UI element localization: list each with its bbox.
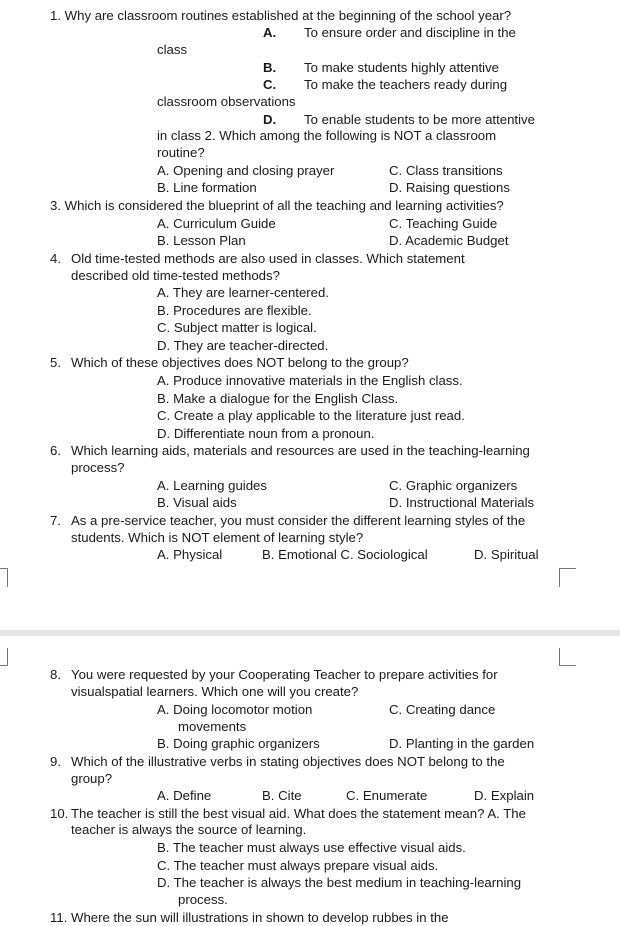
q4-option-c: C. Subject matter is logical. — [157, 320, 317, 335]
q2-stem-end: routine? — [157, 145, 205, 160]
q9-option-a: A. Define — [157, 788, 212, 803]
q8-option-a: A. Doing locomotor motion — [157, 702, 313, 717]
q7-option-a: A. Physical — [157, 547, 223, 562]
q1-option-d-text: To enable students to be more attentive — [304, 112, 535, 127]
q7-option-b-c: B. Emotional C. Sociological — [262, 547, 428, 562]
q1-stem: 1. Why are classroom routines established at the beginning of the school year? — [50, 8, 512, 23]
q4-option-a: A. They are learner-centered. — [157, 285, 330, 300]
q9-option-b: B. Cite — [262, 788, 302, 803]
q10-option-d: D. The teacher is always the best medium in teaching-learning — [157, 875, 522, 890]
q10-option-c: C. The teacher must always prepare visual aids. — [157, 858, 439, 873]
q5-option-b: B. Make a dialogue for the English Class. — [157, 391, 399, 406]
q10-stem-line2: teacher is always the source of learning. — [71, 822, 307, 837]
q1-option-c-letter: C. — [263, 77, 277, 92]
q8-option-c: C. Creating dance — [389, 702, 496, 717]
q7-stem-line1: As a pre-service teacher, you must consider the different learning styles of the — [71, 513, 526, 528]
q8-stem-line2: visualspatial learners. Which one will you create? — [71, 684, 359, 699]
q1-option-a-continuation: class — [157, 42, 188, 57]
q8-option-b: B. Doing graphic organizers — [157, 736, 320, 751]
q1-option-b-text: To make students highly attentive — [304, 60, 499, 75]
q7-stem-line2: students. Which is NOT element of learning style? — [71, 530, 364, 545]
q5-stem: Which of these objectives does NOT belong to the group? — [71, 355, 409, 370]
q9-stem-line2: group? — [71, 771, 113, 786]
q8-stem-line1: You were requested by your Cooperating Teacher to prepare activities for — [71, 667, 498, 682]
q1-option-d-continuation: in class 2. Which among the following is NOT a classroom — [157, 128, 497, 143]
crop-mark-top-right — [559, 648, 576, 666]
q1-option-c-text: To make the teachers ready during — [304, 77, 508, 92]
crop-mark-top-left — [0, 648, 8, 666]
q3-option-d: D. Academic Budget — [389, 233, 509, 248]
q2-option-d: D. Raising questions — [389, 180, 510, 195]
next-question-partial: 11. Where the sun will illustrations in shown to develop rubbes in the — [50, 910, 449, 925]
crop-mark-bottom-right — [559, 568, 576, 587]
q9-number: 9. — [50, 754, 61, 769]
q6-number: 6. — [50, 443, 61, 458]
q1-option-c-continuation: classroom observations — [157, 94, 296, 109]
q7-number: 7. — [50, 513, 61, 528]
q9-option-c: C. Enumerate — [346, 788, 428, 803]
q6-stem-line1: Which learning aids, materials and resources are used in the teaching-learning — [71, 443, 530, 458]
q6-stem-line2: process? — [71, 460, 125, 475]
q2-option-a: A. Opening and closing prayer — [157, 163, 335, 178]
page-separator — [0, 630, 620, 636]
q1-option-a-letter: A. — [263, 25, 277, 40]
q4-number: 4. — [50, 251, 61, 266]
q3-option-a: A. Curriculum Guide — [157, 216, 276, 231]
q8-option-a-continuation: movements — [178, 719, 247, 734]
q2-option-c: C. Class transitions — [389, 163, 503, 178]
q8-number: 8. — [50, 667, 61, 682]
q5-option-d: D. Differentiate noun from a pronoun. — [157, 426, 375, 441]
q10-option-b: B. The teacher must always use effective visual aids. — [157, 840, 466, 855]
q10-stem-line1: The teacher is still the best visual aid. What does the statement mean? A. The — [71, 806, 526, 821]
q6-option-b: B. Visual aids — [157, 495, 237, 510]
q6-option-d: D. Instructional Materials — [389, 495, 535, 510]
crop-mark-bottom-left — [0, 568, 8, 587]
q9-stem-line1: Which of the illustrative verbs in stating objectives does NOT belong to the — [71, 754, 505, 769]
q4-stem-line1: Old time-tested methods are also used in classes. Which statement — [71, 251, 465, 266]
q10-option-d-continuation: process. — [178, 892, 228, 907]
q5-option-a: A. Produce innovative materials in the English class. — [157, 373, 463, 388]
q5-option-c: C. Create a play applicable to the literature just read. — [157, 408, 465, 423]
q4-stem-line2: described old time-tested methods? — [71, 268, 280, 283]
q5-number: 5. — [50, 355, 61, 370]
q7-option-d: D. Spiritual — [474, 547, 539, 562]
q2-option-b: B. Line formation — [157, 180, 257, 195]
q3-option-b: B. Lesson Plan — [157, 233, 246, 248]
cut-off-line-bottom — [0, 908, 620, 925]
q4-option-b: B. Procedures are flexible. — [157, 303, 312, 318]
q3-stem: 3. Which is considered the blueprint of all the teaching and learning activities? — [50, 198, 504, 213]
q4-option-d: D. They are teacher-directed. — [157, 338, 329, 353]
q1-option-a-text: To ensure order and discipline in the — [304, 25, 516, 40]
q1-option-b-letter: B. — [263, 60, 277, 75]
q1-option-d-letter: D. — [263, 112, 277, 127]
q8-option-d: D. Planting in the garden — [389, 736, 535, 751]
q6-option-c: C. Graphic organizers — [389, 478, 518, 493]
q6-option-a: A. Learning guides — [157, 478, 267, 493]
q9-option-d: D. Explain — [474, 788, 535, 803]
q3-option-c: C. Teaching Guide — [389, 216, 498, 231]
q10-number: 10. — [50, 806, 69, 821]
